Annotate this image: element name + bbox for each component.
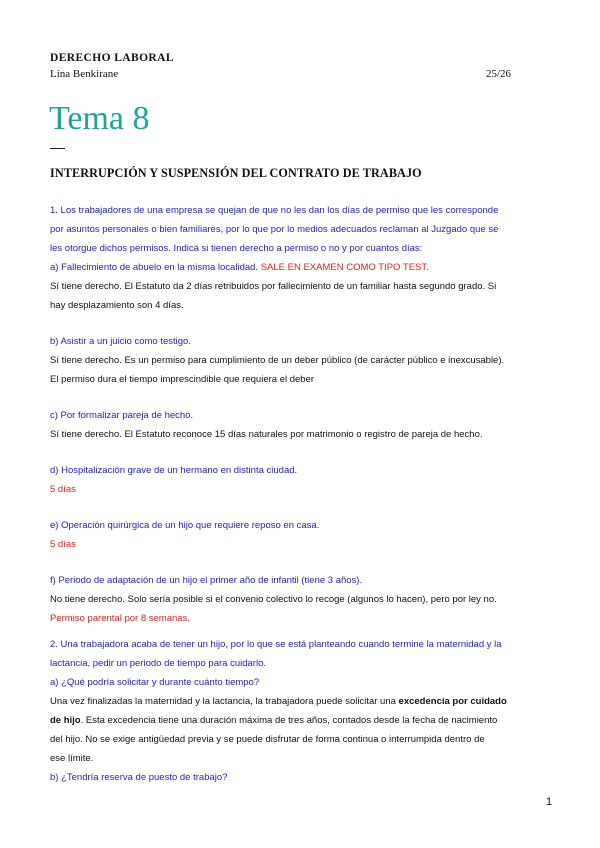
answer-1a-line: hay desplazamiento son 4 días. bbox=[50, 300, 184, 311]
answer-1f: No tiene derecho. Solo sería posible si el convenio colectivo lo recoge (algunos lo hacen), pero por ley no. bbox=[50, 594, 497, 605]
subquestion-1a bbox=[50, 258, 562, 277]
answer-1a-line: Sí tiene derecho. El Estatuto da 2 días retribuidos por fallecimiento de un familiar hasta segundo grado. Si bbox=[50, 281, 497, 292]
page-number: 1 bbox=[546, 796, 553, 808]
topic-title: Tema 8 bbox=[49, 100, 150, 137]
subquestion-1c: c) Por formalizar pareja de hecho. bbox=[50, 410, 194, 421]
answer-1d: 5 días bbox=[50, 484, 76, 495]
question-1-line: 1. Los trabajadores de una empresa se quejan de que no les dan los días de permiso que les corresponde bbox=[50, 205, 499, 216]
title-divider bbox=[50, 148, 65, 149]
section-title: INTERRUPCIÓN Y SUSPENSIÓN DEL CONTRATO DE TRABAJO bbox=[50, 166, 422, 180]
subquestion-1f: f) Periodo de adaptación de un hijo el primer año de infantil (tiene 3 años). bbox=[50, 575, 363, 586]
answer-1c-line: Sí tiene derecho. El Estatuto reconoce 15 días naturales por matrimonio o registro de pareja de hecho. bbox=[50, 429, 483, 440]
document-body bbox=[50, 201, 562, 787]
question-1-line: por asuntos personales o bien familiares, por lo que por lo medios adecuados reclaman al Juzgado que se bbox=[50, 224, 499, 235]
subquestion-2b: b) ¿Tendría reserva de puesto de trabajo? bbox=[50, 772, 228, 783]
answer-2a-line: ese límite. bbox=[50, 753, 94, 764]
question-1-line: les otorgue dichos permisos. Indica si tienen derecho a permiso o no y por cuantos días: bbox=[50, 243, 423, 254]
exam-note: SALE EN EXAMEN COMO TIPO TEST. bbox=[260, 262, 429, 273]
answer-1b-line: El permiso dura el tiempo imprescindible que requiera el deber bbox=[50, 374, 315, 385]
answer-2a-text: Una vez finalizadas la maternidad y la lactancia, la trabajadora puede solicitar una bbox=[50, 696, 396, 707]
answer-1b-line: Sí tiene derecho. Es un permiso para cumplimiento de un deber público (de carácter público e inexcusable). bbox=[50, 355, 505, 366]
subquestion-1b: b) Asistir a un juicio como testigo. bbox=[50, 336, 191, 347]
subquestion-1e: e) Operación quirúrgica de un hijo que requiere reposo en casa. bbox=[50, 520, 320, 531]
answer-2a-emphasis: de hijo bbox=[50, 715, 81, 726]
answer-2a-line bbox=[50, 711, 562, 730]
answer-2a-emphasis: excedencia por cuidado bbox=[398, 696, 507, 707]
subquestion-1a-text: a) Fallecimiento de abuelo en la misma localidad. bbox=[50, 262, 259, 273]
question-2-line: lactancia, pedir un periodo de tiempo para cuidarlo. bbox=[50, 658, 266, 669]
answer-2a-line: del hijo. No se exige antigüedad previa y se puede disfrutar de forma continua o interrumpida dentro de bbox=[50, 734, 485, 745]
subquestion-1d: d) Hospitalización grave de un hermano en distinta ciudad. bbox=[50, 465, 298, 476]
answer-1e: 5 días bbox=[50, 539, 76, 550]
question-2-line: 2. Una trabajadora acaba de tener un hijo, por lo que se está planteando cuando termine la maternidad y la bbox=[50, 639, 502, 650]
answer-1f-note: Permiso parental por 8 semanas. bbox=[50, 613, 190, 624]
subquestion-2a: a) ¿Qué podría solicitar y durante cuánto tiempo? bbox=[50, 677, 260, 688]
answer-2a-text: . Esta excedencia tiene una duración máxima de tres años, contados desde la fecha de nacimiento bbox=[80, 715, 498, 726]
academic-year: 25/26 bbox=[486, 68, 512, 80]
author-name: Lina Benkirane bbox=[50, 68, 119, 80]
course-name: DERECHO LABORAL bbox=[50, 52, 174, 64]
answer-2a-line bbox=[50, 692, 562, 711]
